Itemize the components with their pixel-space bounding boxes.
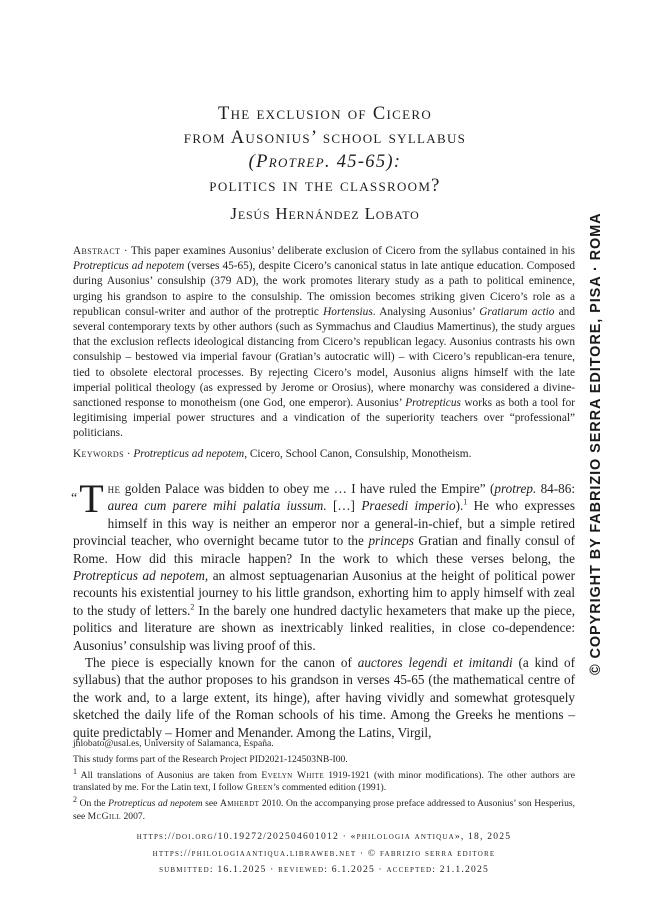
footnote-text: All translations of Ausonius are taken from: [80, 769, 262, 781]
abstract-text: This paper examines Ausonius’ deliberate exclusion of Cicero from the syllabus contained in his: [130, 245, 575, 257]
body-text-run: (a kind of syllabus) that the author proposes to his grandson in verses 45-65 (the mathematical centre of the work and, to a large extent, its hinge), after having vividly and somewhat grotesquely sketched the daily life of the Roman schools of his time. Among the Greeks he mentions – quite predictably – Homer and Menander. Among the Latins, Virgil,: [73, 655, 575, 740]
footnote-ref[interactable]: 2: [190, 602, 195, 612]
footnote-text: 1919-1921 (with minor modifications). The other authors are translated by me. For the Latin text, I follow: [73, 769, 576, 794]
project-note: This study forms part of the Research Project PID2021-124503NB-I00.: [73, 753, 348, 765]
drop-cap-letter: T: [79, 476, 104, 521]
abstract-text: and several contemporary texts by other authors (such as Symmachus and Claudius Mamertinus), the study argues that the exclusion reflects ideological distancing from Cicero’s republican legacy. Ausonius contrasts his own consulship – bestowed via imperial favour (Gratian’s autocratic will) – with Cicero’s republican-era tenure, tied to obsolete electoral processes. By rejecting Cicero’s model, Ausonius aligns himself with the late imperial political theology (as expressed by Jerome or Orosius), where monarchy was considered a divine-sanctioned response to monotheism (one God, one emperor). Ausonius’: [73, 305, 575, 410]
footnote-text: 2007.: [121, 810, 146, 822]
author-name: Jesús Hernández Lobato: [230, 204, 420, 223]
paragraph: [73, 654, 575, 741]
footnote-citation: Green: [245, 782, 274, 794]
abstract-separator: ·: [120, 245, 131, 257]
body-text-run: ).: [455, 498, 464, 514]
footnote-text: ’s commented edition (1991).: [273, 782, 387, 794]
website-line[interactable]: https://philologiaantiqua.libraweb.net · © fabrizio serra editore: [152, 847, 496, 859]
keywords-italic: Protrepticus ad nepotem: [133, 448, 245, 460]
body-text-italic: aurea cum parere mihi palatia iussum.: [107, 498, 327, 514]
author-affiliation: jhlobato@usal.es, University of Salamanca, España.: [73, 738, 274, 749]
body-text-run: […]: [326, 498, 362, 514]
footnote-1: [73, 766, 576, 796]
footnote-ref[interactable]: 1: [463, 498, 468, 508]
footnotes: [73, 738, 575, 827]
body-text-run: , an almost septuagenarian Ausonius at the height of political power recounts his existential journey to his little grandson, exhorting him to apply himself with zeal to the study of letters.: [73, 568, 575, 618]
body-text-italic: Protrepticus ad nepotem: [73, 568, 205, 584]
body-text-run: golden Palace was bidden to obey me … I have ruled the Empire” (: [120, 481, 495, 496]
keywords: [73, 447, 575, 462]
abstract-text-italic: Protrepticus: [405, 397, 461, 410]
page-footer: [73, 829, 575, 879]
footnote-citation: McGill: [87, 810, 122, 822]
body-text-run: He who expresses himself in this way is neither an emperor nor a general-in-chief, but a simple retired provincial teacher, who overnight became tutor to the: [73, 498, 575, 549]
footnote-number: 2: [73, 795, 77, 804]
article-title: [80, 102, 570, 198]
paragraph: [71, 476, 575, 654]
body-text-run: In the barely one hundred dactylic hexameters that make up the piece, politics and literature are shown as inextricably linked realities, in close co-dependence: Ausonius’ consulship was living proof of this.: [73, 602, 575, 653]
body-text-run: 84-86:: [536, 481, 575, 496]
copyright-text: © COPYRIGHT BY FABRIZIO SERRA EDITORE, PISA · ROMA: [588, 212, 604, 675]
title-line: from Ausonius’ school syllabus: [183, 128, 467, 148]
doi-line[interactable]: https://doi.org/10.19272/202504601012 · «philologia antiqua», 18, 2025: [136, 831, 512, 842]
body-text-italic: princeps: [368, 533, 414, 549]
footnote-text: 2010. On the accompanying prose preface addressed to Ausonius’ son Hesperius, see: [73, 798, 575, 822]
body-text-run: Gratian and finally consul of Rome. How did this miracle happen? In the work to which these verses belong, the: [73, 533, 575, 566]
body-text-run: The piece is especially known for the canon of: [85, 655, 358, 671]
dates-line: submitted: 16.1.2025 · reviewed: 6.1.2025 · accepted: 21.1.2025: [159, 864, 489, 875]
body-text-italic: auctores legendi et imitandi: [357, 655, 513, 671]
footnote-italic: Protrepticus ad nepotem: [108, 798, 203, 810]
title-line: politics in the classroom?: [209, 176, 441, 196]
body-text: [71, 476, 575, 741]
drop-cap-continuation: he: [107, 481, 121, 496]
keywords-separator: ·: [123, 448, 134, 460]
footnote-2: [73, 795, 575, 824]
abstract-text: (verses 45-65), despite Cicero’s canonical status in late antique education. Composed during Ausonius’ consulship (379 AD), the work promotes literary study as a path to political eminence, urging his grandson to aspire to the consulship. The omission becomes striking given Cicero’s role as a republican consul-writer and author of the protreptic: [73, 260, 575, 318]
body-text-italic: Praesedi imperio: [361, 498, 456, 514]
abstract-label: Abstract: [73, 245, 121, 257]
abstract-text-italic: Protrepticus ad nepotem: [73, 260, 185, 273]
keywords-label: Keywords: [73, 448, 124, 460]
drop-cap: [71, 476, 104, 521]
footnote-text: see: [202, 798, 220, 810]
abstract: [73, 244, 575, 442]
body-text-italic: protrep.: [494, 481, 537, 496]
footnote-number: 1: [73, 766, 77, 776]
footnote-citation: Evelyn White: [261, 769, 325, 781]
abstract-text: . Analysing Ausonius’: [372, 305, 480, 318]
title-line: (Protrep. 45-65):: [248, 152, 402, 172]
abstract-text-italic: Hortensius: [323, 305, 373, 318]
keywords-text: , Cicero, School Canon, Consulship, Monotheism.: [244, 448, 472, 460]
footnote-text: On the: [79, 798, 109, 810]
abstract-text-italic: Gratiarum actio: [479, 305, 555, 318]
open-quote: “: [71, 491, 78, 506]
abstract-text: works as both a tool for legitimising imperial power structures and a vindication of the superiority teachers over “professional” politicians.: [73, 397, 575, 440]
footnote-citation: Amherdt: [219, 798, 260, 810]
title-line: The exclusion of Cicero: [217, 104, 433, 124]
